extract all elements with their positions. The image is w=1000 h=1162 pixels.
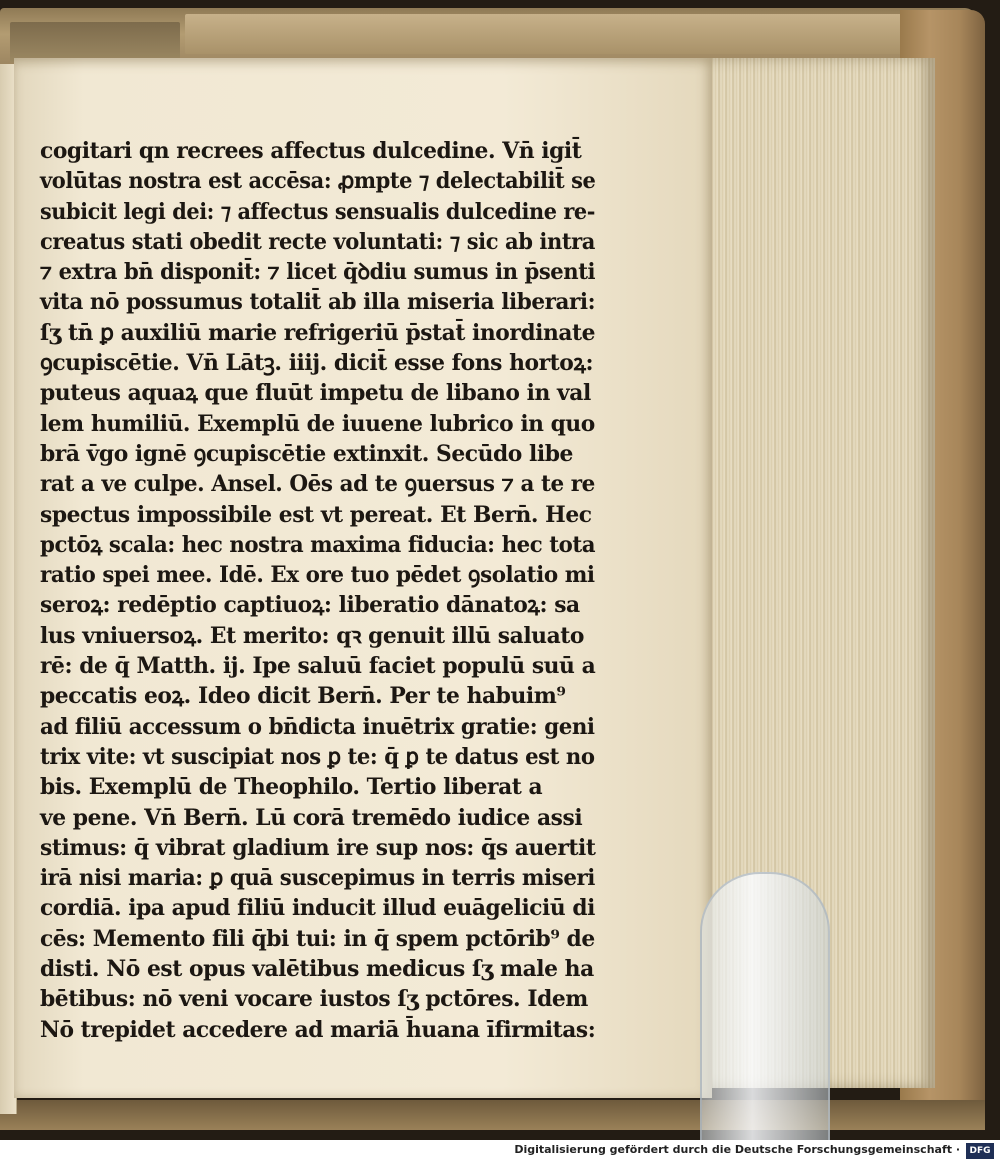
bottom-cover-board [0, 1100, 985, 1130]
text-line: trix vite: vt suscipiat nos ꝑ te: q̄ ꝑ te datus est no [40, 743, 595, 770]
text-line: ve pene. Vn̄ Bern̄. Lū corā tremēdo iudice assi [40, 804, 583, 831]
spine-label [10, 22, 180, 62]
text-line: ⁊ extra bn̄ disponit̄: ⁊ licet q̄ꝺdiu sumus in p̄senti [40, 259, 596, 286]
text-line: Nō trepidet accedere ad mariā h̄uana īfirmitas: [40, 1016, 596, 1043]
text-line: lus vniuersoꝝ. Et merito: qꝛ genuit illū saluato [40, 622, 584, 649]
text-line: ꝯcupiscētie. Vn̄ Lātꝫ. iiij. dicit̄ esse fons hortoꝝ: [40, 350, 594, 377]
text-line: stimus: q̄ vibrat gladium ire sup nos: q̄s auertit [40, 834, 596, 861]
text-line: ad filiū accessum o bn̄dicta inuētrix gratie: geni [40, 713, 595, 740]
text-line: rat a ve culpe. Ansel. Oēs ad te ꝯuersus ⁊ a te re [40, 471, 595, 498]
funding-credit: Digitalisierung gefördert durch die Deutsche Forschungsgemeinschaft · [514, 1143, 960, 1156]
text-line: spectus impossibile est vt pereat. Et Bern̄. Hec [40, 501, 592, 528]
text-line: brā v̄go ignē ꝯcupiscētie extinxit. Secūdo libe [40, 440, 573, 467]
text-line: cordiā. ipa apud filiū inducit illud euāgeliciū di [40, 895, 595, 922]
text-line: volūtas nostra est accēsa: ꝓmpte ⁊ delectabilit̄ se [40, 168, 596, 195]
text-line: creatus stati obedit recte voluntati: ⁊ sic ab intra [40, 228, 596, 255]
text-line: peccatis eoꝝ. Ideo dicit Bern̄. Per te habuim⁹ [40, 683, 566, 710]
page-holder-clip [700, 872, 830, 1142]
text-line: irā nisi maria: ꝑ quā suscepimus in terris miseri [40, 865, 595, 892]
text-line: lem humiliū. Exemplū de iuuene lubrico in quo [40, 410, 595, 437]
text-line: subicit legi dei: ⁊ affectus sensualis dulcedine re- [40, 198, 595, 225]
text-line: bētibus: nō veni vocare iustos ſʒ pctōres. Idem [40, 986, 588, 1013]
text-line: vita nō possumus totalit̄ ab illa miseria liberari: [40, 289, 596, 316]
text-line: ratio spei mee. Idē. Ex ore tuo pēdet ꝯsolatio mi [40, 562, 595, 589]
text-line: puteus aquaꝝ que fluūt impetu de libano in val [40, 380, 591, 407]
text-line: seroꝝ: redēptio captiuoꝝ: liberatio dānatoꝝ: sa [40, 592, 580, 619]
text-line: rē: de q̄ Matth. ij. Ipe saluū faciet populū suū a [40, 653, 596, 680]
page-text-block [40, 136, 600, 1045]
text-line: cogitari qn recrees affectus dulcedine. Vn̄ igit̄ [40, 138, 582, 164]
dfg-logo: DFG [966, 1143, 994, 1159]
text-line: ſʒ tn̄ ꝑ auxiliū marie refrigeriū p̄stat̄ inordinate [40, 319, 595, 346]
footer-bar [0, 1140, 1000, 1162]
text-line: pctōꝝ scala: hec nostra maxima fiducia: hec tota [40, 531, 596, 558]
top-board-inner [185, 14, 945, 54]
text-line: disti. Nō est opus valētibus medicus ſʒ male ha [40, 956, 594, 983]
text-line: bis. Exemplū de Theophilo. Tertio liberat a [40, 774, 543, 801]
text-line: cēs: Memento fili q̄bi tui: in q̄ spem pctōrib⁹ de [40, 925, 595, 952]
